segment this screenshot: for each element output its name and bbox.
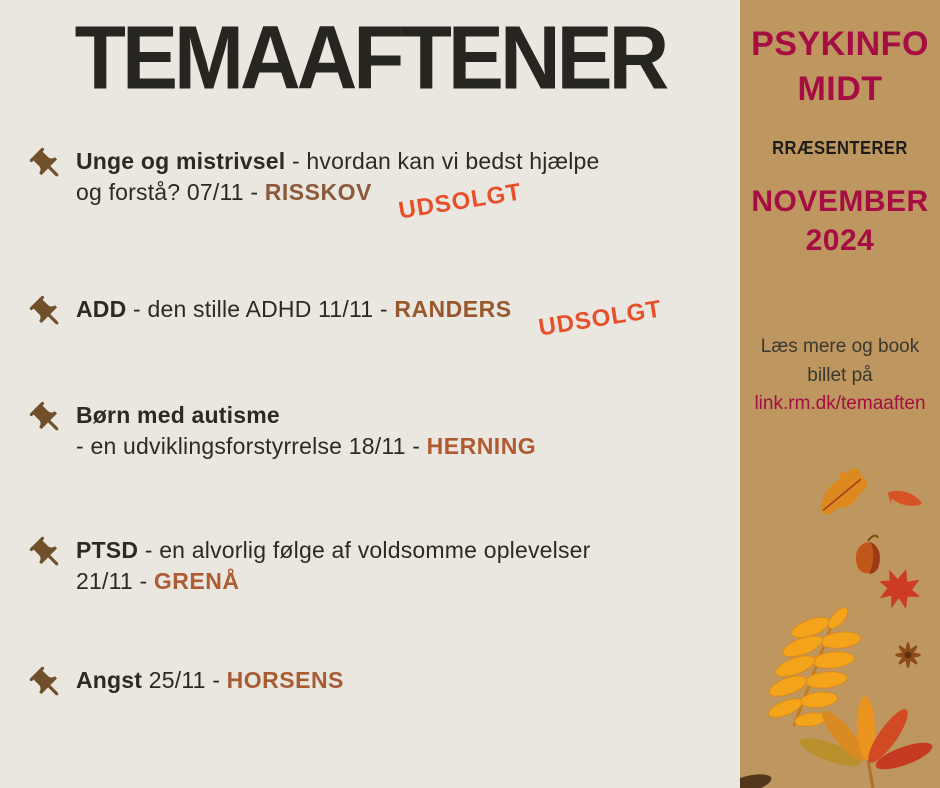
event-city: GRENÅ xyxy=(153,568,240,594)
event-city: RANDERS xyxy=(394,296,512,322)
rowan-leaf-icon xyxy=(759,592,869,738)
booking-info xyxy=(740,332,940,417)
event-item xyxy=(28,400,536,462)
event-text-segment: - hvordan kan vi bedst hjælpe xyxy=(285,148,600,174)
booking-info-line2: billet på xyxy=(807,365,873,386)
event-text-segment: PTSD xyxy=(76,537,139,563)
event-city: RISSKOV xyxy=(264,179,372,205)
pushpin-icon xyxy=(28,535,66,573)
booking-link[interactable]: link.rm.dk/temaaften xyxy=(754,393,926,414)
soldout-badge: UDSOLGT xyxy=(536,295,664,342)
pushpin-icon xyxy=(28,146,66,184)
month-year: 2024 xyxy=(805,224,875,257)
physalis-icon xyxy=(856,536,880,574)
event-text-segment: Unge og mistrivsel xyxy=(76,148,286,174)
event-city: HERNING xyxy=(426,433,537,459)
event-text xyxy=(76,665,344,696)
event-city: HORSENS xyxy=(226,667,344,693)
event-text-segment: - en udviklingsforstyrrelse 18/11 - xyxy=(76,433,427,459)
booking-info-line1: Læs mere og book xyxy=(760,336,920,357)
twig-icon xyxy=(740,770,773,788)
events-list xyxy=(28,0,728,788)
presents-label: RRÆSENTERER xyxy=(772,138,908,158)
month-name: NOVEMBER xyxy=(751,185,929,218)
chestnut-leaf-icon xyxy=(797,696,935,788)
soldout-badge: UDSOLGT xyxy=(396,178,524,225)
event-text-segment: 25/11 - xyxy=(142,667,227,693)
star-anise-icon xyxy=(895,642,921,668)
event-item xyxy=(28,146,600,225)
event-text-segment: 21/11 - xyxy=(76,568,154,594)
event-item xyxy=(28,535,591,597)
pushpin-icon xyxy=(28,294,66,332)
poster-title: TEMAAFTENER xyxy=(74,7,666,108)
event-item xyxy=(28,294,664,342)
month-label xyxy=(740,182,940,260)
brand-line1: PSYKINFO xyxy=(751,25,929,63)
oak-leaf-icon xyxy=(809,464,873,519)
event-text-segment: - en alvorlig følge af voldsomme oplevelser xyxy=(138,537,591,563)
brand-line2: MIDT xyxy=(797,70,883,108)
event-text-segment: ADD xyxy=(76,296,127,322)
event-text xyxy=(76,146,600,225)
event-text xyxy=(76,535,591,597)
pushpin-icon xyxy=(28,665,66,703)
small-red-leaf-icon xyxy=(884,485,924,517)
event-item xyxy=(28,665,344,703)
sidebar-panel xyxy=(740,0,940,788)
event-text-segment: Angst xyxy=(76,667,143,693)
event-text xyxy=(76,294,664,342)
pushpin-icon xyxy=(28,400,66,438)
maple-leaf-icon xyxy=(872,562,927,616)
event-text xyxy=(76,400,536,462)
brand-name xyxy=(740,22,940,112)
event-text-segment: Børn med autisme xyxy=(76,402,280,428)
autumn-leaves-illustration xyxy=(740,430,940,788)
event-text-segment: og forstå? 07/11 - xyxy=(76,179,265,205)
event-text-segment: - den stille ADHD 11/11 - xyxy=(126,296,395,322)
